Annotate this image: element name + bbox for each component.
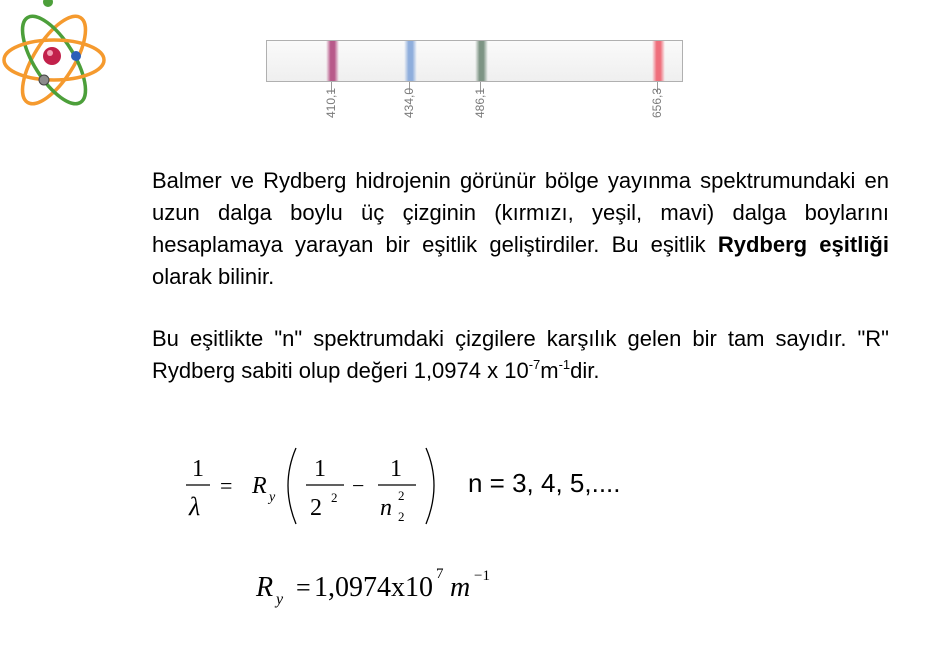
eq-term2-exp: 2	[398, 488, 405, 503]
const-R: R	[256, 572, 274, 603]
spectrum-line-410	[326, 41, 339, 81]
eq-term2-numerator: 1	[390, 456, 402, 482]
paragraph-balmer-rydberg: Balmer ve Rydberg hidrojenin görünür bölge yayınma spektrumundaki en uzun dalga boylu üç çizginin (kırmızı, yeşil, mavi) dalga boylarını hesaplamaya yarayan bir eşitlik geliştirdiler. Bu eşitlik Rydberg eşitliği olarak bilinir.	[152, 168, 889, 289]
eq-R-sub: y	[269, 490, 276, 505]
hydrogen-spectrum	[262, 36, 688, 126]
right-paren	[426, 448, 434, 524]
const-unit: m	[450, 572, 471, 603]
eq-term1-base: 2	[310, 495, 322, 521]
spectrum-bar	[266, 40, 683, 82]
eq-lambda: λ	[189, 492, 201, 521]
eq-R: R	[252, 473, 267, 499]
eq-minus: −	[352, 473, 365, 498]
eq-term2-n: n	[380, 495, 392, 521]
const-unit-exp: −1	[474, 568, 490, 584]
eq-term1-exp: 2	[331, 490, 338, 505]
wavelength-label-410: 410,1	[324, 87, 338, 119]
eq-equals: =	[220, 473, 233, 498]
eq-term2-sub: 2	[398, 509, 405, 524]
left-paren	[288, 448, 296, 524]
paragraph-n-and-r: Bu eşitlikte "n" spektrumdaki çizgilere karşılık gelen bir tam sayıdır. "R" Rydberg sabiti olup değeri 1,0974 x $10^{-7}m^{-1}dir$.	[152, 326, 889, 383]
spectrum-line-434	[404, 41, 417, 81]
wavelength-label-434: 434,0	[402, 87, 416, 119]
atom-logo-icon	[0, 0, 108, 126]
rydberg-constant-equation	[250, 560, 510, 610]
const-value: 1,0974x10	[314, 572, 433, 603]
rydberg-equation	[180, 440, 450, 532]
eq-lhs-numerator: 1	[192, 456, 204, 482]
const-R-sub: y	[276, 591, 284, 608]
const-equals: =	[296, 573, 311, 602]
eq-term1-numerator: 1	[314, 456, 326, 482]
spectrum-line-656	[652, 41, 665, 81]
wavelength-label-656: 656,3	[650, 87, 664, 119]
n-values: n = 3, 4, 5,....	[468, 468, 621, 498]
const-exp: 7	[436, 566, 444, 582]
rydberg-equation-term: Rydberg eşitliği	[717, 232, 889, 257]
spectrum-line-486	[475, 41, 488, 81]
wavelength-label-486: 486,1	[473, 87, 487, 119]
